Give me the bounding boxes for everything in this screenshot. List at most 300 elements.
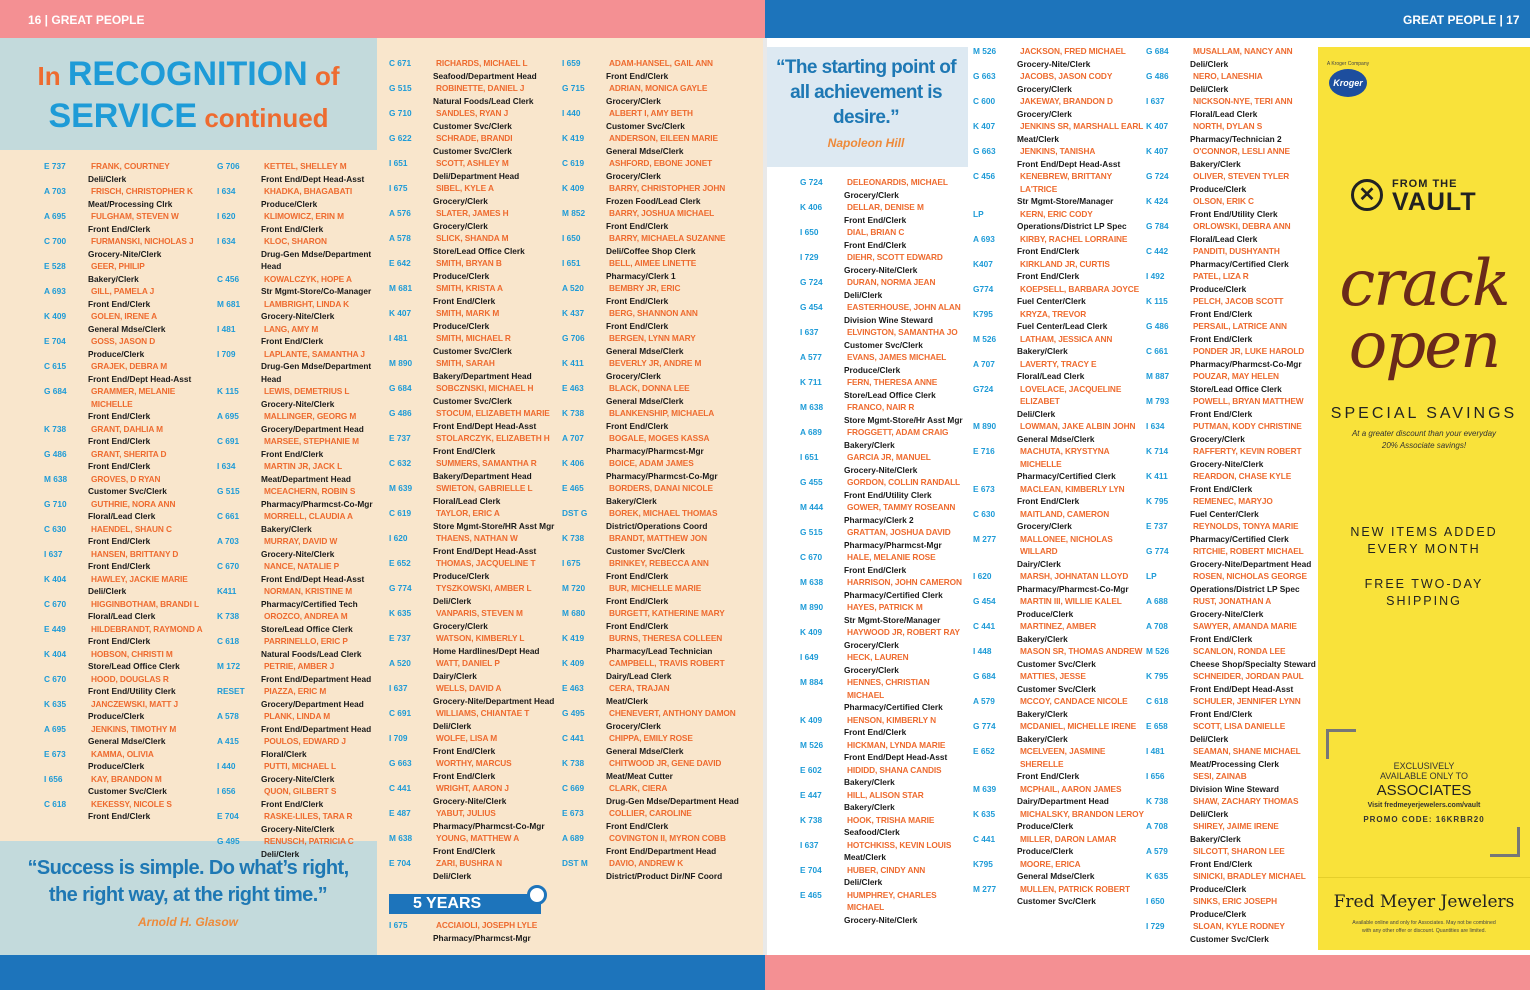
store-code: E 487 bbox=[389, 808, 411, 818]
employee-role: Front End/Clerk bbox=[606, 295, 669, 306]
store-code: E 737 bbox=[44, 161, 66, 171]
store-code: G 724 bbox=[800, 277, 823, 287]
store-code: I 650 bbox=[800, 227, 819, 237]
employee-role: Natural Foods/Lead Clerk bbox=[433, 95, 534, 106]
employee-role: Front End/Clerk bbox=[844, 214, 907, 225]
employee-name: BOREK, MICHAEL THOMAS bbox=[609, 508, 718, 518]
employee-role: Floral/Lead Clerk bbox=[433, 495, 501, 506]
employee-name: HICKMAN, LYNDA MARIE bbox=[847, 739, 946, 750]
store-code: I 659 bbox=[562, 58, 581, 68]
vault-logo bbox=[1348, 177, 1528, 217]
employee-role: Front End/Clerk bbox=[844, 727, 907, 737]
store-code: E 463 bbox=[562, 383, 584, 393]
store-code: E 528 bbox=[44, 261, 66, 271]
store-code: K 407 bbox=[973, 121, 996, 131]
employee-role: Front End/Dept Head-Asst bbox=[88, 373, 192, 384]
store-code: K 711 bbox=[800, 377, 822, 387]
recognition-entry bbox=[973, 383, 1145, 421]
open-script: open bbox=[1348, 309, 1500, 383]
employee-role: Front End/Dept Head-Asst bbox=[844, 752, 948, 762]
recognition-entry bbox=[44, 210, 216, 235]
employee-role: Front End/Clerk bbox=[606, 70, 669, 81]
employee-role: General Mdse/Clerk bbox=[606, 145, 684, 156]
store-code: G 486 bbox=[44, 448, 67, 459]
employee-name: MURRAY, DAVID W bbox=[264, 536, 338, 546]
employee-role: Bakery/Clerk bbox=[844, 802, 895, 812]
recognition-entry bbox=[217, 298, 377, 323]
vault-advertisement[interactable] bbox=[1318, 47, 1530, 950]
employee-role: Pharmacy/Pharmcst-Mgr bbox=[433, 932, 531, 943]
recognition-entry bbox=[562, 632, 762, 657]
employee-name: MACHUTA, KRYSTYNA MICHELLE bbox=[1020, 446, 1110, 469]
employee-role: General Mdse/Clerk bbox=[88, 323, 166, 334]
recognition-entry bbox=[973, 695, 1145, 720]
employee-role: Meat/Processing Clerk bbox=[1190, 758, 1279, 769]
recognition-entry bbox=[973, 420, 1145, 445]
employee-name: SIBEL, KYLE A bbox=[436, 183, 494, 193]
employee-name: HUBER, CINDY ANN bbox=[847, 864, 926, 875]
employee-role: Front End/Clerk bbox=[433, 770, 496, 781]
recognition-entry bbox=[800, 626, 968, 651]
recognition-entry bbox=[389, 107, 561, 132]
store-code: K 407 bbox=[1146, 121, 1169, 131]
employee-name: HILDEBRANDT, RAYMOND A bbox=[91, 623, 203, 634]
store-code: K 404 bbox=[44, 573, 67, 584]
employee-name: KOWALCZYK, HOPE A bbox=[264, 273, 352, 284]
employee-role: Operations/District LP Spec bbox=[1190, 583, 1300, 594]
employee-role: Produce/Clerk bbox=[433, 270, 490, 281]
employee-name: DAVIO, ANDREW K bbox=[609, 858, 684, 868]
store-code: K 407 bbox=[1146, 146, 1169, 156]
recognition-entry bbox=[800, 476, 968, 501]
employee-role: Produce/Clerk bbox=[433, 320, 490, 331]
employee-role: Customer Svc/Clerk bbox=[606, 120, 685, 131]
recognition-entry bbox=[217, 635, 377, 660]
employee-role: Pharmacy/Certified Clerk bbox=[1190, 258, 1289, 269]
store-code: E 652 bbox=[389, 558, 411, 568]
employee-role: Drug-Gen Mdse/Department Head bbox=[261, 248, 372, 271]
employee-name: GORDON, COLLIN RANDALL bbox=[847, 477, 961, 487]
recognition-entry bbox=[217, 460, 377, 485]
employee-role: Customer Svc/Clerk bbox=[1017, 683, 1096, 694]
employee-role: Front End/Dept Head-Asst bbox=[1017, 158, 1121, 169]
recognition-entry bbox=[389, 482, 561, 507]
vault-from-the: FROM THE bbox=[1392, 178, 1458, 190]
employee-role: Front End/Clerk bbox=[1190, 308, 1253, 319]
visit-url[interactable]: Visit fredmeyerjewelers.com/vault bbox=[1367, 802, 1481, 809]
employee-name: BEMBRY JR, ERIC bbox=[609, 283, 681, 293]
recognition-entry bbox=[800, 376, 968, 401]
employee-role: Front End/Clerk bbox=[433, 745, 496, 756]
recognition-entry bbox=[562, 57, 762, 82]
employee-name: YABUT, JULIUS bbox=[436, 808, 496, 818]
employee-role: Deli/Clerk bbox=[433, 870, 472, 881]
employee-role: Front End/Clerk bbox=[1190, 633, 1253, 644]
employee-role: Front End/Department Head bbox=[261, 673, 372, 684]
employee-name: SESI, ZAINAB bbox=[1193, 771, 1247, 781]
recognition-entry bbox=[562, 207, 762, 232]
store-code: A 695 bbox=[44, 723, 66, 734]
store-code: C 670 bbox=[44, 598, 67, 609]
recognition-entry bbox=[1146, 920, 1316, 945]
employee-name: KHADKA, BHAGABATI bbox=[264, 186, 353, 196]
recognition-entry bbox=[562, 657, 762, 682]
recognition-entry bbox=[800, 676, 968, 714]
store-code: K 411 bbox=[1146, 471, 1168, 481]
recognition-entry bbox=[973, 333, 1145, 358]
employee-role: Grocery/Department Head bbox=[261, 698, 364, 709]
employee-role: Front End/Clerk bbox=[88, 461, 151, 471]
employee-role: Grocery-Nite/Clerk bbox=[1190, 458, 1264, 469]
employee-role: Pharmacy/Pharmcst-Co-Mgr bbox=[261, 498, 373, 509]
quote-bottom-left bbox=[18, 855, 358, 929]
employee-role: General Mdse/Clerk bbox=[1017, 871, 1095, 881]
store-code: M 444 bbox=[800, 502, 824, 512]
store-code: C 670 bbox=[217, 561, 240, 571]
employee-name: DURAN, NORMA JEAN bbox=[847, 277, 936, 287]
employee-name: SOBCZNSKI, MICHAEL H bbox=[436, 383, 534, 393]
store-code: E 673 bbox=[44, 748, 66, 759]
recognition-entry bbox=[973, 208, 1145, 233]
employee-role: Str Mgmt-Store/Co-Manager bbox=[261, 286, 372, 296]
recognition-entry bbox=[44, 235, 216, 260]
store-code: A 576 bbox=[389, 208, 411, 218]
store-code: M 277 bbox=[973, 533, 997, 544]
recognition-entry bbox=[973, 508, 1145, 533]
employee-name: HOTCHKISS, KEVIN LOUIS bbox=[847, 839, 952, 850]
employee-role: Grocery/Clerk bbox=[1190, 433, 1245, 444]
employee-name: ROSEN, NICHOLAS GEORGE bbox=[1193, 571, 1307, 581]
recognition-entry bbox=[44, 573, 216, 598]
recognition-entry bbox=[562, 557, 762, 582]
employee-name: NERO, LANESHIA bbox=[1193, 71, 1263, 81]
employee-name: RASKE-LILES, TARA R bbox=[264, 811, 353, 821]
recognition-entry bbox=[44, 498, 216, 523]
new-items-1: NEW ITEMS ADDED bbox=[1350, 525, 1498, 539]
employee-name: SCHNEIDER, JORDAN PAUL bbox=[1193, 671, 1304, 681]
store-code: M 720 bbox=[562, 583, 586, 593]
store-code: RESET bbox=[217, 686, 245, 696]
store-code: C 619 bbox=[389, 508, 412, 518]
employee-role: Produce/Clerk bbox=[1017, 821, 1074, 831]
employee-name: BURNS, THERESA COLLEEN bbox=[609, 633, 723, 643]
quote-top-right bbox=[770, 55, 962, 150]
recognition-entry bbox=[217, 435, 377, 460]
employee-role: Store Mgmt-Store/Hr Asst Mgr bbox=[844, 414, 963, 425]
recognition-entry bbox=[562, 307, 762, 332]
employee-name: KENEBREW, BRITTANY LA'TRICE bbox=[1020, 171, 1112, 194]
employee-name: PARRINELLO, ERIC P bbox=[264, 636, 348, 646]
name-column-2 bbox=[217, 160, 377, 860]
store-code: I 481 bbox=[389, 333, 408, 343]
employee-role: Meat/Clerk bbox=[1017, 133, 1059, 144]
employee-name: POUZAR, MAY HELEN bbox=[1193, 371, 1279, 381]
recognition-entry bbox=[389, 532, 561, 557]
employee-role: Front End/Clerk bbox=[88, 436, 151, 446]
employee-role: Frozen Food/Lead Clerk bbox=[606, 195, 701, 206]
recognition-entry bbox=[1146, 270, 1316, 295]
recognition-entry bbox=[800, 276, 968, 301]
recognition-entry bbox=[217, 385, 377, 410]
employee-name: CHIPPA, EMILY ROSE bbox=[609, 733, 693, 743]
recognition-entry bbox=[973, 620, 1145, 645]
employee-role: Front End/Clerk bbox=[844, 239, 907, 250]
recognition-entry bbox=[1146, 495, 1316, 520]
store-code: K 419 bbox=[562, 633, 585, 643]
store-code: A 578 bbox=[389, 233, 411, 243]
employee-role: Deli/Clerk bbox=[261, 848, 300, 859]
quote-text: “Success is simple. Do what’s right, the right way, at the right time.” bbox=[27, 857, 349, 906]
employee-role: Produce/Clerk bbox=[1017, 846, 1074, 856]
store-code: M 526 bbox=[1146, 646, 1170, 656]
employee-name: LOVELACE, JACQUELINE ELIZABET bbox=[1020, 383, 1122, 406]
store-code: A 695 bbox=[44, 211, 66, 221]
recognition-entry bbox=[973, 883, 1145, 908]
employee-name: SEAMAN, SHANE MICHAEL bbox=[1193, 746, 1301, 756]
recognition-entry bbox=[562, 232, 762, 257]
employee-role: Pharmacy/Certified Clerk bbox=[1190, 533, 1289, 544]
employee-name: ALBERT I, AMY BETH bbox=[609, 108, 693, 118]
recognition-entry bbox=[562, 782, 762, 807]
store-code: I 634 bbox=[217, 186, 236, 196]
employee-role: General Mdse/Clerk bbox=[606, 345, 684, 356]
store-code: I 637 bbox=[800, 839, 819, 850]
recognition-entry bbox=[800, 651, 968, 676]
employee-name: WATSON, KIMBERLY L bbox=[436, 633, 525, 643]
store-code: K795 bbox=[973, 858, 993, 869]
store-code: K 738 bbox=[562, 758, 585, 768]
employee-name: JACOBS, JASON CODY bbox=[1020, 71, 1113, 81]
store-code: M 526 bbox=[973, 333, 997, 344]
employee-name: DELLAR, DENISE M bbox=[847, 202, 924, 212]
recognition-entry bbox=[800, 501, 968, 526]
store-code: A 708 bbox=[1146, 621, 1168, 631]
employee-role: Deli/Clerk bbox=[844, 877, 883, 887]
store-code: A 520 bbox=[389, 658, 411, 668]
store-code: M 526 bbox=[800, 739, 824, 750]
jewelers-brand: Fred Meyer Jewelers bbox=[1333, 892, 1515, 912]
store-code: G 684 bbox=[389, 383, 412, 393]
recognition-entry bbox=[1146, 295, 1316, 320]
employee-name: SMITH, MICHAEL R bbox=[436, 333, 511, 343]
recognition-entry bbox=[562, 832, 762, 857]
recognition-entry bbox=[800, 739, 968, 764]
employee-role: Bakery/Department Head bbox=[433, 470, 532, 481]
frame-corner-bottom-right bbox=[1490, 827, 1520, 857]
recognition-entry bbox=[1146, 870, 1316, 895]
recognition-entry bbox=[217, 785, 377, 810]
employee-name: MALLONEE, NICHOLAS WILLARD bbox=[1020, 533, 1113, 556]
recognition-entry bbox=[1146, 420, 1316, 445]
employee-name: NORMAN, KRISTINE M bbox=[264, 586, 353, 596]
employee-name: SCHULER, JENNIFER LYNN bbox=[1193, 696, 1301, 706]
store-code: E 704 bbox=[217, 811, 239, 821]
employee-name: KIRKLAND JR, CURTIS bbox=[1020, 258, 1110, 269]
kroger-logo bbox=[1325, 61, 1371, 107]
store-code: G 515 bbox=[389, 83, 412, 93]
crack-script: crack bbox=[1339, 247, 1509, 321]
free-shipping-2: SHIPPING bbox=[1386, 594, 1462, 608]
store-code: C 661 bbox=[217, 511, 240, 521]
employee-name: MULLEN, PATRICK ROBERT bbox=[1020, 883, 1130, 894]
store-code: K 635 bbox=[44, 698, 67, 709]
recognition-entry bbox=[217, 348, 377, 386]
employee-role: District/Product Dir/NF Coord bbox=[606, 870, 723, 881]
employee-name: PATEL, LIZA R bbox=[1193, 271, 1249, 281]
recognition-entry bbox=[800, 576, 968, 601]
associates: ASSOCIATES bbox=[1376, 782, 1472, 799]
savings-sub-2: 20% Associate savings! bbox=[1381, 441, 1467, 450]
employee-name: MORRELL, CLAUDIA A bbox=[264, 511, 353, 521]
employee-role: Dairy/Clerk bbox=[1017, 558, 1061, 569]
store-code: E 449 bbox=[44, 623, 66, 634]
employee-role: Grocery-Nite/Clerk bbox=[261, 311, 335, 321]
title-service: SERVICE bbox=[48, 97, 198, 135]
recognition-entry bbox=[800, 764, 968, 789]
employee-name: HIDIDD, SHANA CANDIS bbox=[847, 764, 942, 775]
store-code: K 738 bbox=[217, 611, 240, 621]
left-page-header: 16 | GREAT PEOPLE bbox=[28, 13, 145, 27]
store-code: I 620 bbox=[389, 533, 408, 543]
recognition-entry bbox=[800, 201, 968, 226]
employee-role: Pharmacy/Pharmcst-Co-Mgr bbox=[433, 820, 545, 831]
employee-role: Customer Svc/Clerk bbox=[88, 786, 167, 796]
store-code: C 441 bbox=[973, 621, 996, 631]
recognition-entry bbox=[217, 735, 377, 760]
employee-name: REARDON, CHASE KYLE bbox=[1193, 471, 1292, 481]
employee-name: PIAZZA, ERIC M bbox=[264, 686, 327, 696]
employee-role: Grocery-Nite/Clerk bbox=[261, 773, 335, 784]
store-code: M 277 bbox=[973, 883, 997, 894]
recognition-entry bbox=[973, 595, 1145, 620]
employee-name: KLIMOWICZ, ERIN M bbox=[264, 211, 344, 221]
employee-name: MACLEAN, KIMBERLY LYN bbox=[1020, 483, 1125, 494]
employee-role: Front End/Clerk bbox=[1190, 483, 1253, 494]
recognition-entry bbox=[1146, 745, 1316, 770]
employee-name: FURMANSKI, NICHOLAS J bbox=[91, 236, 194, 246]
store-code: G 684 bbox=[973, 671, 996, 681]
store-code: E 704 bbox=[44, 336, 66, 346]
employee-name: BERGEN, LYNN MARY bbox=[609, 333, 696, 343]
employee-role: Bakery/Department Head bbox=[433, 370, 532, 381]
recognition-entry bbox=[800, 551, 968, 576]
recognition-entry bbox=[389, 832, 561, 857]
recognition-entry bbox=[973, 233, 1145, 258]
store-code: G 774 bbox=[973, 721, 996, 731]
recognition-entry bbox=[44, 673, 216, 698]
employee-name: DELEONARDIS, MICHAEL bbox=[847, 177, 948, 187]
employee-name: MCPHAIL, AARON JAMES bbox=[1020, 783, 1122, 794]
page-gutter bbox=[763, 38, 767, 955]
employee-role: Customer Svc/Clerk bbox=[88, 486, 167, 496]
employee-role: Customer Svc/Clerk bbox=[606, 545, 685, 556]
recognition-entry bbox=[1146, 445, 1316, 470]
recognition-entry bbox=[389, 782, 561, 807]
store-code: I 651 bbox=[562, 258, 581, 268]
jewelers-box bbox=[1318, 877, 1530, 950]
recognition-entry bbox=[973, 258, 1145, 283]
employee-role: Pharmacy/Clerk 1 bbox=[606, 270, 676, 281]
employee-name: ADAM-HANSEL, GAIL ANN bbox=[609, 58, 713, 68]
store-code: K 406 bbox=[562, 458, 585, 468]
recognition-entry bbox=[973, 45, 1145, 70]
employee-name: GEER, PHILIP bbox=[91, 261, 145, 271]
store-code: I 637 bbox=[44, 548, 63, 559]
recognition-entry bbox=[389, 157, 561, 182]
store-code: G 515 bbox=[217, 486, 240, 496]
employee-name: POWELL, BRYAN MATTHEW bbox=[1193, 396, 1304, 406]
employee-name: MARSEE, STEPHANIE M bbox=[264, 436, 359, 446]
recognition-entry bbox=[389, 132, 561, 157]
recognition-entry bbox=[562, 457, 762, 482]
employee-name: FERN, THERESA ANNE bbox=[847, 377, 938, 387]
employee-name: MILLER, DARON LAMAR bbox=[1020, 833, 1117, 844]
recognition-entry bbox=[1146, 245, 1316, 270]
employee-name: MCDANIEL, MICHELLE IRENE bbox=[1020, 721, 1137, 731]
employee-role: Str Mgmt-Store/Manager bbox=[1017, 196, 1114, 206]
recognition-entry bbox=[562, 732, 762, 757]
name-column-4 bbox=[562, 57, 762, 882]
employee-name: BERG, SHANNON ANN bbox=[609, 308, 698, 318]
name-column-6 bbox=[973, 45, 1145, 908]
recognition-entry bbox=[973, 533, 1145, 571]
employee-name: MARTIN III, WILLIE KALEL bbox=[1020, 596, 1122, 606]
employee-name: HANSEN, BRITTANY D bbox=[91, 548, 179, 559]
recognition-entry bbox=[973, 720, 1145, 745]
employee-role: Front End/Department Head bbox=[261, 723, 372, 734]
store-code: G 706 bbox=[562, 333, 585, 343]
employee-role: Grocery-Nite/Clerk bbox=[844, 914, 918, 925]
title-in: In bbox=[37, 61, 68, 91]
recognition-entry bbox=[562, 157, 762, 182]
store-code: I 637 bbox=[389, 683, 408, 693]
employee-role: Bakery/Clerk bbox=[844, 439, 895, 450]
employee-name: PUTTI, MICHAEL L bbox=[264, 761, 336, 771]
employee-name: SUMMERS, SAMANTHA R bbox=[436, 458, 537, 468]
employee-role: Front End/Clerk bbox=[88, 298, 151, 309]
store-code: M 639 bbox=[389, 483, 413, 493]
right-footer-band bbox=[765, 955, 1530, 990]
store-code: K 409 bbox=[800, 714, 823, 725]
recognition-entry bbox=[389, 757, 561, 782]
employee-role: Floral/Clerk bbox=[261, 748, 307, 759]
recognition-entry bbox=[1146, 470, 1316, 495]
recognition-entry bbox=[44, 748, 216, 773]
recognition-entry bbox=[44, 523, 216, 548]
store-code: M 638 bbox=[44, 473, 68, 484]
recognition-entry bbox=[44, 260, 216, 285]
employee-role: Division Wine Steward bbox=[1190, 783, 1279, 794]
store-code: K 407 bbox=[389, 308, 412, 318]
employee-role: Front End/Clerk bbox=[844, 564, 907, 575]
employee-name: OROZCO, ANDREA M bbox=[264, 611, 348, 621]
store-code: A 577 bbox=[800, 352, 822, 362]
recognition-entry bbox=[973, 445, 1145, 483]
name-column-7 bbox=[1146, 45, 1316, 945]
store-code: M 884 bbox=[800, 677, 824, 687]
employee-name: EASTERHOUSE, JOHN ALAN bbox=[847, 302, 961, 312]
recognition-entry bbox=[44, 698, 216, 723]
employee-role: Grocery/Clerk bbox=[1017, 521, 1072, 531]
recognition-entry bbox=[389, 682, 561, 707]
store-code: E 704 bbox=[389, 858, 411, 868]
quote-author: Arnold H. Glasow bbox=[137, 915, 238, 929]
quote-text: “The starting point of all achievement is desire.” bbox=[776, 57, 956, 128]
recognition-entry bbox=[1146, 795, 1316, 820]
employee-role: Produce/Clerk bbox=[88, 761, 145, 771]
employee-name: CHITWOOD JR, GENE DAVID bbox=[609, 758, 722, 768]
recognition-entry bbox=[217, 610, 377, 635]
